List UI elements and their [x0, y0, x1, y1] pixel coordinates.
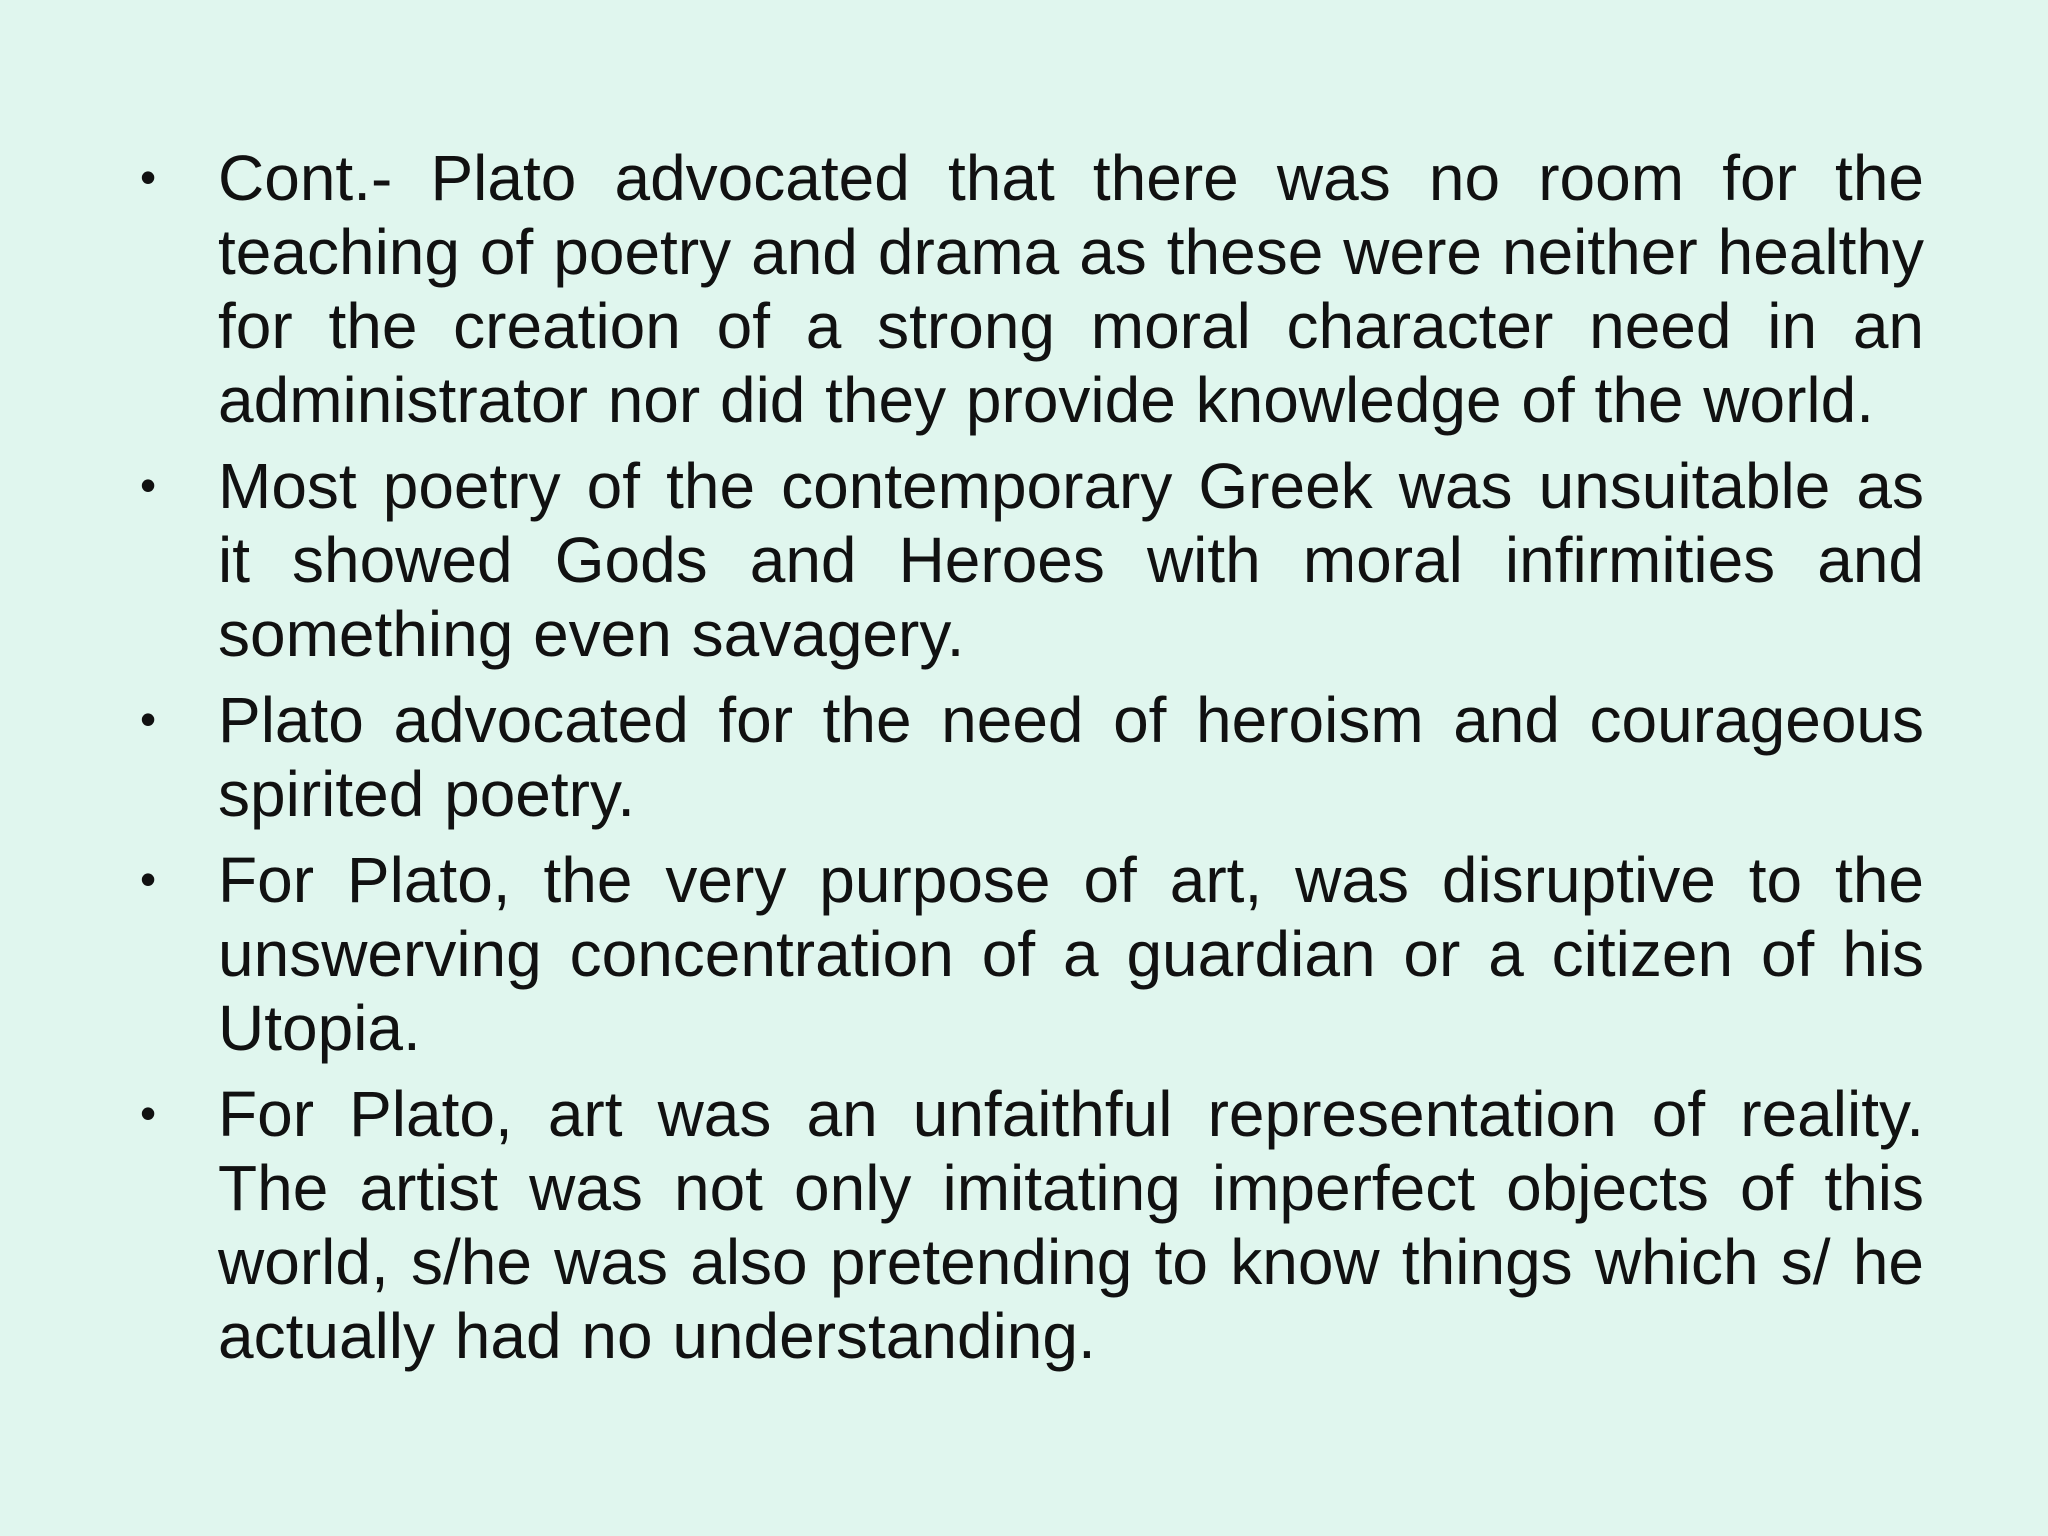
bullet-marker: • [140, 1087, 157, 1139]
bullet-list [136, 141, 1924, 1385]
bullet-text: Most poetry of the contemporary Greek was unsuitable as it showed Gods and Heroes with moral infirmities and something even savagery. [218, 450, 1924, 670]
bullet-text: Cont.- Plato advocated that there was no room for the teaching of poetry and drama as these were neither healthy for the creation of a strong moral character need in an administrator nor did they provide knowledge of the world. [218, 142, 1924, 436]
bullet-text: For Plato, the very purpose of art, was disruptive to the unswerving concentration of a guardian or a citizen of his Utopia. [218, 844, 1924, 1064]
bullet-text: For Plato, art was an unfaithful representation of reality. The artist was not only imitating imperfect objects of this world, s/he was also pretending to know things which s/ he actually had no understanding. [218, 1078, 1924, 1372]
bullet-marker: • [140, 459, 157, 511]
bullet-item [136, 449, 1924, 671]
bullet-item [136, 683, 1924, 831]
bullet-item [136, 843, 1924, 1065]
bullet-marker: • [140, 151, 157, 203]
bullet-marker: • [140, 693, 157, 745]
bullet-item [136, 1077, 1924, 1373]
bullet-marker: • [140, 853, 157, 905]
bullet-text: Plato advocated for the need of heroism and courageous spirited poetry. [218, 684, 1924, 830]
bullet-item [136, 141, 1924, 437]
